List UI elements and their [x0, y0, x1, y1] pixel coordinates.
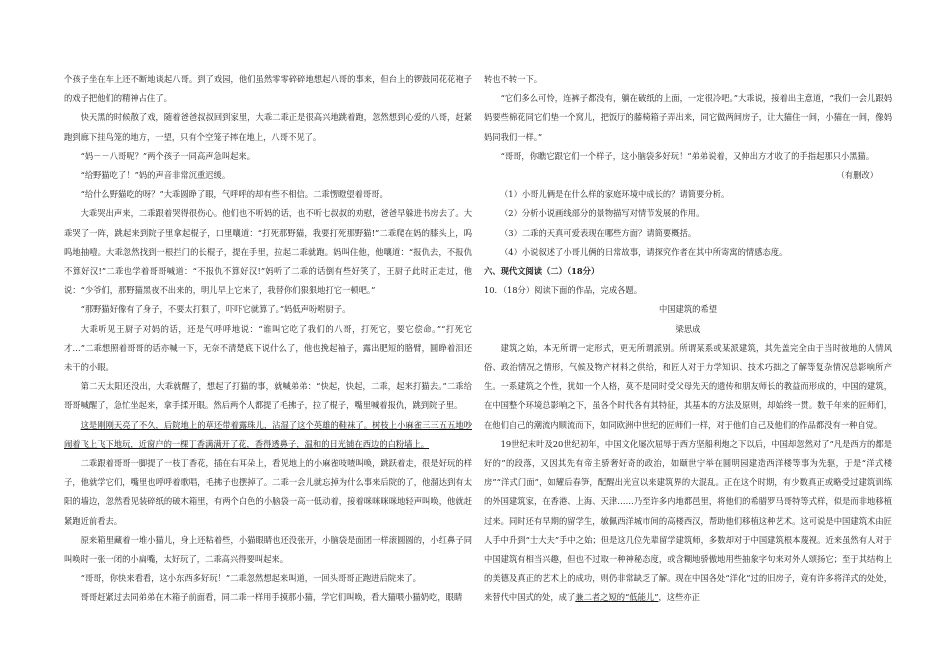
essay-text: 19世纪末叶及20世纪初年，中国文化屡次屈辱于西方坚船利炮之下以后，中国却忽然对了“凡是西方的都是好的”的段落，又因其先有帝主骄奢好奇的政治，如颐世宁举在圆明园建造西洋楼等事为先驱，于是“洋式楼房”“洋式门面”，如耀后春笋，配醒出光宣以来建筑界的大混乱。正在这个时期，有少数真正或略受过建筑训练的外国建筑家，在香港、上海、天津……乃至许多内地都邑里，将他们的希腊罗马哥特等式样，似是而非地移植过来。同时还有早期的留学生，敏佩西洋城市间的高楼西汉，帮助他们移植这种艺术。这可说是中国建筑术由匠人手中升到“士大夫”手中之始；但是这几位先辈留学建筑师，多数却对于中国建筑根本蔑视。近来虽然有人对于中国建筑有相当兴趣，但也不过取一种神秘态度，或含糊地骄傲地用些抽象字句来对外人颂扬它；至于其结构上的美德及真正的艺术上的成功，则仍非常缺乏了解。现在中国各处“洋化”过的旧房子，竟有许多将洋式的处处，来替代中国式的处，成了 — [484, 438, 892, 603]
story-paragraph: 哥哥赶紧过去同弟弟在木箱子前面看，同二乖一样用手摸那小猫，学它们叫唤，看大猫喂小猫奶吃，眼睛 — [80, 592, 463, 603]
story-paragraph: “哥哥，你瞧它跟它们一个样子，这小脑袋多好玩！”弟弟说着，又伸出方才收了的手指起那只小黑猫。 — [500, 150, 875, 161]
story-paragraph: “给什么野猫吃的呀？”大乖圆睁了眼，气呼呼的却有些不相信。二乖愣瞪望着哥哥。 — [80, 189, 388, 200]
section-heading: 六、现代文阅读（二）（18分） — [484, 266, 600, 277]
story-paragraph: 大乖哭出声来，二乖跟着哭得很伤心。他们也不听妈的话，也不听七叔叔的劝慰，爸爸早躲进书房去了。大乖哭了一阵，跳起来到院子里拿起棍子，口里嚷道：“打死那野猫，我要打死那野猫!”二乖爬在妈的膝头上，呜呜地抽噎。大乖忽然找到一根拦门的长棍子，提在手里，拉起二乖就跑。妈叫住他，他嚷道：“报仇去，不报仇不算好汉!”二乖也学着哥哥喊道：“不报仇不算好汉!”妈听了二乖的话倒有些好笑了，王厨子此时正走过，他说：“少爷们，那野猫黑夜不出来的，明儿早上它来了，我替你们狠狠地打它一顿吧。” — [64, 208, 472, 296]
question-10: 10．（18分）阅读下面的作品，完成各题。 — [484, 285, 643, 296]
right-column — [484, 70, 892, 608]
source-note: （有删改） — [836, 170, 878, 181]
story-paragraph: “哥哥，你快来看看，这小东西多好玩！”二乖忽然想起来叫道，一回头哥哥正跑进后院来了。 — [80, 573, 421, 584]
underlined-passage: 这是刚刚天亮了不久，后院地上的草还带着露珠儿，沾湿了这个英雄的鞋袜了。树枝上小麻雀三三五五地吵闹着飞上飞下地玩，近窗户的一棵丁香满满开了花，香得透鼻子，温和的日光铺在西边的白粉墙上。 — [64, 419, 472, 449]
story-paragraph: “它们多么可怜，连裤子都没有，躺在破纸的上面，一定很冷吧。”大乖说，接着出主意道，“我们一会儿跟妈妈要些棉花同它们垫一个窝儿，把饭厅的藤椅箱子弄出来，同它做两间房子，让大猫住一间，小猫在一间，像妈妈同我们一样。” — [484, 93, 892, 142]
story-paragraph: “那野猫好像有了身子，不要太打狠了，吓吓它就算了。”妈低声吩咐厨子。 — [80, 304, 351, 315]
story-paragraph: “给野猫吃了！”妈的声音非常沉重迟缓。 — [80, 170, 231, 181]
question-item: （2）分析小说画线部分的景物描写对情节发展的作用。 — [500, 208, 705, 219]
essay-paragraph: 建筑之始，本无所谓一定形式，更无所谓派别。所谓某系或某派建筑，其先盖完全由于当时彼地的人情风俗、政治情况之情形，气候及物产材料之供给，和匠人对于力学知识、技术巧拙之了解等复杂情况总影响所产生。一系建筑之个性，犹如一个人格，莫不是同时受父母先天的遗传和朋友师长的教益而形成的，中国的建筑，在中国整个环境总影响之下，虽各个时代各有其特征，其基本的方法及原则，却始终一贯。数千年来的匠师们，在他们自己的潮流内顺流而下，如同欧洲中世纪的匠师们一样，对于他们自己及他们的作品都没有一种自觉。 — [484, 342, 892, 430]
question-item: （3）二乖的天真可爱表现在哪些方面？请简要概括。 — [500, 227, 697, 238]
story-paragraph: 转也不转一下。 — [484, 74, 543, 84]
story-paragraph: 快天黑的时候散了戏，随着爸爸叔叔回到家里，大乖二乖正是很高兴地跳着跑，忽然想到心爱的八哥，赶紧跑到廊下挂鸟笼的地方，一望，只有个空笼子摔在地上，八哥不见了。 — [64, 112, 472, 142]
story-paragraph: 个孩子坐在车上还不断地谈起八哥。到了戏园，他们虽然零零碎碎地想起八哥的事来，但台上的锣鼓同花花袍子的戏子把他们的精神占住了。 — [64, 74, 472, 104]
story-paragraph: 第二天太阳还没出，大乖就醒了，想起了打猫的事，就喊弟弟：“快起，快起，二乖，起来打猫去。”二乖给哥哥喊醒了，急忙坐起来，拿手揉开眼。然后两个人都提了毛拂子，拉了棍子，嘴里喊着报仇，跳到院子里。 — [64, 381, 472, 411]
question-item: （1）小哥儿俩是在什么样的家庭环境中成长的？请简要分析。 — [500, 189, 730, 200]
essay-text: ，这些亦正 — [658, 592, 700, 603]
essay-author: 梁思成 — [675, 323, 701, 334]
question-item: （4）小说叙述了小哥儿俩的日常故事，请探究作者在其中所寄寓的情感态度。 — [500, 246, 788, 257]
essay-paragraph — [484, 435, 892, 608]
underlined-phrase: 兼二者之短的“低能儿” — [575, 592, 659, 603]
left-column — [64, 70, 472, 608]
essay-title: 中国建筑的希望 — [658, 304, 718, 315]
story-paragraph: 大乖听见王厨子对妈的话，还是气呼呼地说：“谁叫它吃了我们的八哥，打死它，要它偿命。”“打死它才…”二乖想照着哥哥的话亦喊一下，无奈不清楚底下说什么了，他也挽起袖子，露出肥短的胳臂，圆睁着泪还未干的小眼。 — [64, 323, 472, 373]
story-paragraph: “妈－－八哥呢？”两个孩子一同高声急叫起来。 — [80, 150, 256, 161]
story-paragraph: 原来箱里藏着一堆小猫儿，身上还粘着些，小猫眼睛也还没张开，小脑袋是面团一样滚圆圆的，小红鼻子同叫唤时一张一闭的小扁嘴，太好玩了，二乖高兴得要叫起来。 — [64, 534, 472, 565]
story-paragraph: 二乖跟着哥哥一脚提了一枝丁香花，插在右耳朵上，看见地上的小麻雀吱喳叫唤，跳跃着走，很是好玩的样子，他就学它们，嘴里也呼呼着歌唱，毛拂子也摆掉了。二乖一会儿就忘掉为什么事来后院的了，他溜达到有太阳的墙边，忽然看见装碎纸的破木箱里，有两个白色的小脑袋一高一低动着，接着咪咪咪咪地轻声叫唤，他就赶紧跑近前看去。 — [64, 458, 472, 526]
